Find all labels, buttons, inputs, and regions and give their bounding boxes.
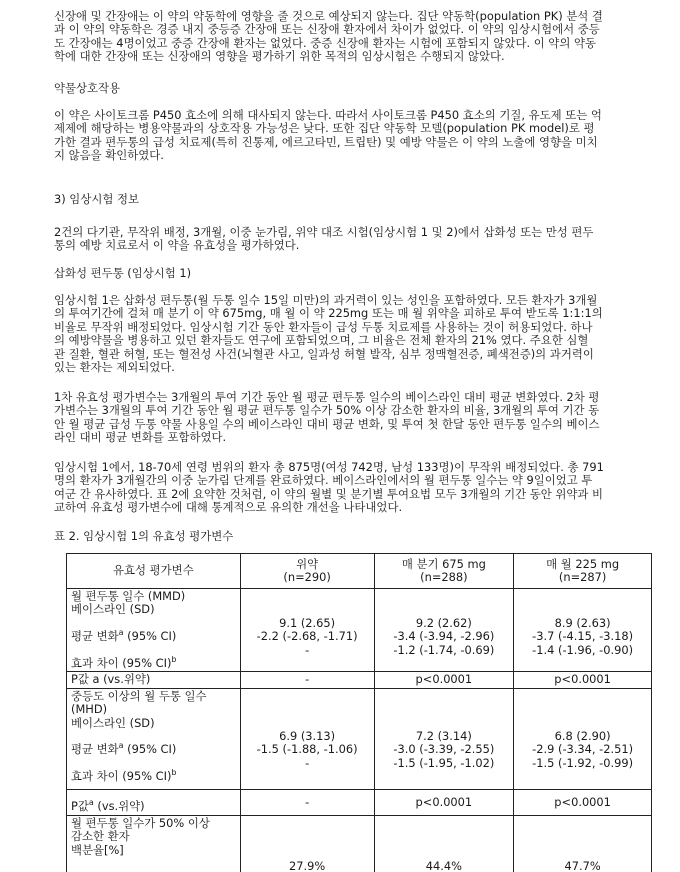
header-label: 위약 xyxy=(296,556,319,571)
row-label xyxy=(67,672,241,688)
table-cell: p<0.0001 xyxy=(374,789,514,815)
cell-part: (vs.위약) xyxy=(93,799,145,814)
text-line: 신장애 및 간장애는 이 약의 약동학에 영향을 줄 것으로 예상되지 않는다. 집단 약동학(population PK) 분석 결 xyxy=(54,9,603,23)
text-line: 도 간장애는 4명이었고 중증 간장애 환자는 없었다. 중증 신장애 환자는 시험에 포함되지 않았다. 이 약의 약동 xyxy=(54,35,596,50)
table-row xyxy=(67,589,652,672)
cell-text: 월 편두통 일수 (MMD) xyxy=(71,589,186,603)
text-line: 이 약은 사이토크롬 P450 효소에 의해 대사되지 않는다. 따라서 사이토크롬 P450 효소의 기질, 유도제 또는 억 xyxy=(54,108,602,122)
cell-text: -2.9 (-3.34, -2.51) xyxy=(532,742,634,757)
header-label: 매 월 225 mg xyxy=(546,556,620,571)
efficacy-table xyxy=(66,553,652,872)
cell-text: 9.2 (2.62) xyxy=(415,615,472,630)
table-row xyxy=(67,789,652,815)
cell-part: (95% CI) xyxy=(123,629,177,644)
heading-episodic-migraine: 삽화성 편두통 (임상시험 1) xyxy=(54,266,192,280)
cell-text: - xyxy=(305,642,310,657)
table-cell: p<0.0001 xyxy=(514,672,652,688)
text-line: 있는 환자는 제외되었다. xyxy=(54,360,175,375)
cell-text: 중등도 이상의 월 두통 일수 xyxy=(71,688,207,703)
text-line: 안 월 평균 급성 두통 약물 사용일 수의 베이스라인 대비 평균 변화, 및 투여 첫 한달 동안 편두통 일수의 베이스 xyxy=(54,416,600,431)
column-header xyxy=(240,554,374,589)
cell-part: (95% CI) xyxy=(123,742,177,757)
section-heading-clinical: 3) 임상시험 정보 xyxy=(54,192,139,206)
table-cell: - xyxy=(240,789,374,815)
table-cell xyxy=(514,688,652,789)
cell-part: P값 xyxy=(71,799,89,814)
paragraph-trials-overview xyxy=(54,226,664,253)
cell-text: - xyxy=(305,755,310,770)
paragraph-endpoints xyxy=(54,391,664,445)
row-label xyxy=(67,589,241,672)
paragraph-hepatic xyxy=(54,10,664,64)
table-cell: p<0.0001 xyxy=(374,672,514,688)
header-label: 매 분기 675 mg xyxy=(401,556,486,571)
paragraph-trial1-design xyxy=(54,294,664,374)
cell-text: (MHD) xyxy=(71,702,108,717)
cell-text: 평균 변화$^a$ (95% CI) xyxy=(71,741,177,757)
cell-text: 베이스라인 (SD) xyxy=(71,715,155,730)
table-row xyxy=(67,672,652,688)
cell-text: 효과 차이 (95% CI)$^b$ xyxy=(71,655,177,670)
cell-text: 베이스라인 (SD) xyxy=(71,602,155,617)
table-row xyxy=(67,688,652,789)
column-header xyxy=(374,554,514,589)
text-line: 지 않음을 확인하였다. xyxy=(54,148,164,163)
table-cell xyxy=(240,815,374,872)
cell-text: 9.1 (2.65) xyxy=(279,615,336,630)
cell-text: 47.7% xyxy=(564,859,601,872)
heading-drug-interactions: 약물상호작용 xyxy=(54,81,121,95)
table-row xyxy=(67,815,652,872)
cell-text: -1.5 (-1.95, -1.02) xyxy=(393,755,495,770)
column-header: 유효성 평가변수 xyxy=(67,554,241,589)
cell-text: 백분율[%] xyxy=(71,842,124,857)
text-line: 비율로 무작위 배정되었다. 임상시험 기간 동안 환자들이 급성 두통 치료제를 사용하는 것이 허용되었다. 하나 xyxy=(54,319,593,334)
text-line: 교하여 유효성 평가변수에 대해 통계적으로 유의한 개선을 나타내었다. xyxy=(54,500,403,515)
table-cell: p<0.0001 xyxy=(514,789,652,815)
cell-part: 효과 차이 (95% CI) xyxy=(71,656,172,670)
cell-text: 감소한 환자 xyxy=(71,829,130,844)
cell-text: -3.4 (-3.94, -2.96) xyxy=(393,629,495,644)
text-line: 관 질환, 혈관 허혈, 또는 혈전성 사건(뇌혈관 사고, 일과성 허혈 발작, 심부 정맥혈전증, 폐색전증)의 과거력이 xyxy=(54,346,594,361)
row-label xyxy=(67,789,241,815)
text-line: 가변수는 3개월의 투여 기간 동안 월 평균 편두통 일수가 50% 이상 감소한 환자의 비율, 3개월의 투여 기간 동 xyxy=(54,403,600,418)
cell-text: P값$^a$ (vs.위약) xyxy=(71,798,145,814)
table-cell xyxy=(514,589,652,672)
cell-text: 8.9 (2.63) xyxy=(554,615,611,630)
cell-text: -3.0 (-3.39, -2.55) xyxy=(393,742,495,757)
text-line: 명의 환자가 3개월간의 이중 눈가림 단계를 완료하였다. 베이스라인에서의 월 편두통 일수는 약 9일이었고 투 xyxy=(54,473,593,488)
cell-text: -1.2 (-1.74, -0.69) xyxy=(393,642,495,657)
paragraph-trial1-results xyxy=(54,461,664,515)
text-line: 제제에 해당하는 병용약물과의 상호작용 가능성은 낮다. 또한 집단 약동학 모델(population PK model)로 평 xyxy=(54,121,595,136)
cell-text: 평균 변화$^a$ (95% CI) xyxy=(71,628,177,644)
cell-text: -1.5 (-1.88, -1.06) xyxy=(256,742,358,757)
cell-part: 효과 차이 (95% CI) xyxy=(71,769,172,784)
table-cell xyxy=(240,589,374,672)
row-label xyxy=(67,815,241,872)
table-caption: 표 2. 임상시험 1의 유효성 평가변수 xyxy=(54,529,234,543)
table-cell xyxy=(374,815,514,872)
text-line: 의 투여기간에 걸쳐 매 분기 이 약 675mg, 매 월 이 약 225mg 또는 매 월 위약을 피하로 투여 받도록 1:1:1의 xyxy=(54,306,603,321)
text-line: 통의 예방 치료로서 이 약을 유효성을 평가하였다. xyxy=(54,238,300,253)
text-line: 라인 대비 평균 변화를 포함하였다. xyxy=(54,430,227,445)
text-line: 1차 유효성 평가변수는 3개월의 투여 기간 동안 월 평균 편두통 일수의 베이스라인 대비 평균 변화였다. 2차 평 xyxy=(54,390,600,404)
text-line: 임상시험 1은 삽화성 편두통(월 두통 일수 15일 미만)의 과거력이 있는 성인을 포함하였다. 모든 환자가 3개월 xyxy=(54,293,598,307)
table-header-row xyxy=(67,554,652,589)
cell-text: -3.7 (-4.15, -3.18) xyxy=(532,629,634,644)
cell-text: 6.9 (3.13) xyxy=(279,728,336,743)
text-line: 가한 결과 편두통의 급성 치료제(특히 진통제, 에르고타민, 트립탄) 및 예방 약물은 이 약의 노출에 영향을 미치 xyxy=(54,134,598,149)
table-cell xyxy=(240,688,374,789)
cell-text: 6.8 (2.90) xyxy=(554,728,611,743)
table-cell xyxy=(374,688,514,789)
text-line: 과 이 약의 약동학은 경증 내지 중등증 간장애 또는 신장애 환자에서 차이가 없었다. 이 약의 임상시험에서 중등 xyxy=(54,22,600,37)
cell-text: -1.5 (-1.92, -0.99) xyxy=(532,755,634,770)
table-cell xyxy=(514,815,652,872)
text-line: 2건의 다기관, 무작위 배정, 3개월, 이중 눈가림, 위약 대조 시험(임상시험 1 및 2)에서 삽화성 또는 만성 편두 xyxy=(54,225,594,239)
text-line: 여군 간 유사하였다. 표 2에 요약한 것처럼, 이 약의 월별 및 분기별 투여요법 모두 3개월의 기간 동안 위약과 비 xyxy=(54,486,604,501)
cell-part: 평균 변화 xyxy=(71,742,119,757)
cell-text: -2.2 (-2.68, -1.71) xyxy=(256,629,358,644)
cell-text: 월 편두통 일수가 50% 이상 xyxy=(71,815,210,830)
table-cell: - xyxy=(240,672,374,688)
text-line: 의 예방약물을 병용하고 있던 환자들도 연구에 포함되었으며, 그 비율은 전체 환자의 21% 였다. 주요한 심혈 xyxy=(54,333,589,348)
header-n: (n=288) xyxy=(420,570,468,584)
table-cell xyxy=(374,589,514,672)
text-line: 학에 대한 간장애 또는 신장애의 영향을 평가하기 위한 목적의 임상시험은 수행되지 않았다. xyxy=(54,49,505,64)
header-n: (n=287) xyxy=(558,570,607,584)
cell-text: -1.4 (-1.96, -0.90) xyxy=(532,642,634,657)
row-label xyxy=(67,688,241,789)
cell-text: 44.4% xyxy=(425,859,462,872)
cell-text: P값 a (vs.위약) xyxy=(71,672,151,687)
header-n: (n=290) xyxy=(283,570,331,584)
cell-part: 평균 변화 xyxy=(71,629,119,644)
column-header xyxy=(514,554,652,589)
cell-text: 27.9% xyxy=(289,859,326,872)
cell-text: 7.2 (3.14) xyxy=(415,728,472,743)
cell-text: 효과 차이 (95% CI)$^b$ xyxy=(71,768,177,784)
paragraph-interactions xyxy=(54,109,664,163)
text-line: 임상시험 1에서, 18-70세 연령 범위의 환자 총 875명(여성 742명, 남성 133명)이 무작위 배정되었다. 총 791 xyxy=(54,460,604,474)
